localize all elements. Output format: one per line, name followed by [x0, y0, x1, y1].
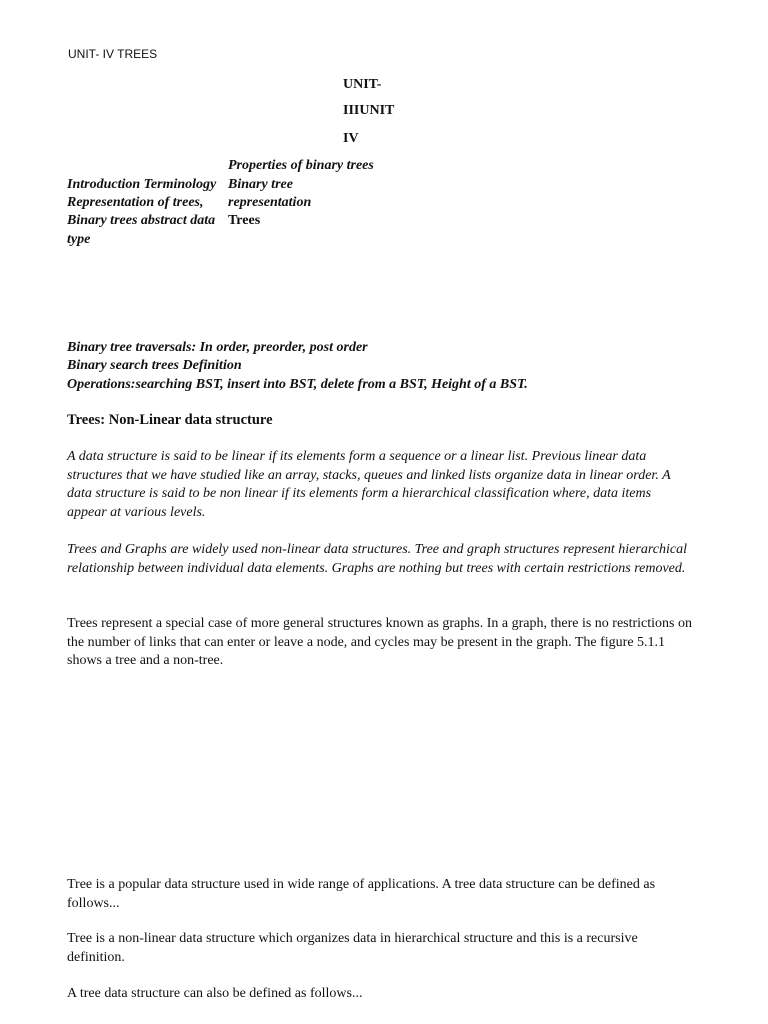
toc-representation-of-trees: Representation of trees, [67, 195, 204, 210]
unit-title-line-2: IIIUNIT [343, 103, 395, 118]
subtopic-bst-operations: Operations:searching BST, insert into BST, delete from a BST, Height of a BST. [67, 377, 528, 392]
paragraph-tree-popular: Tree is a popular data structure used in wide range of applications. A tree data structure can be defined as follows... [67, 877, 656, 911]
subtopic-bst-definition: Binary search trees Definition [67, 358, 242, 373]
toc-properties: Properties of binary trees [228, 158, 374, 173]
toc-trees: Trees [228, 213, 261, 228]
unit-title-line-1: UNIT- [343, 77, 382, 92]
paragraph-graphs: Trees represent a special case of more general structures known as graphs. In a graph, there is no restrictions on the number of links that can enter or leave a node, and cycles may be present in the graph. The figure 5.1.1 shows a tree and a non-tree. [67, 616, 692, 669]
page-header: UNIT- IV TREES [68, 47, 158, 61]
paragraph-linear: A data structure is said to be linear if its elements form a sequence or a linear list. Previous linear data structures that we have studied like an array, stacks, queues and linked lists organize data in linear order. A data structure is said to be non linear if its elements form a hierarchical classification where, data items appear at various levels. [67, 449, 671, 521]
toc-binary-tree: Binary tree [228, 177, 293, 192]
toc-abstract: Binary trees abstract data [67, 213, 216, 228]
toc-type: type [67, 232, 91, 247]
paragraph-tree-definition: Tree is a non-linear data structure which organizes data in hierarchical structure and this is a recursive definition. [67, 931, 638, 965]
section-heading: Trees: Non-Linear data structure [67, 412, 273, 428]
subtopic-traversals: Binary tree traversals: In order, preorder, post order [67, 340, 368, 355]
unit-title-line-3: IV [343, 131, 359, 146]
toc-intro: Introduction Terminology [67, 177, 217, 192]
paragraph-trees-graphs: Trees and Graphs are widely used non-linear data structures. Tree and graph structures represent hierarchical relationship between individual data elements. Graphs are nothing but trees with certain restrictions removed. [67, 542, 687, 576]
paragraph-tree-alt-definition: A tree data structure can also be defined as follows... [67, 986, 363, 1001]
toc-representation: representation [228, 195, 312, 210]
